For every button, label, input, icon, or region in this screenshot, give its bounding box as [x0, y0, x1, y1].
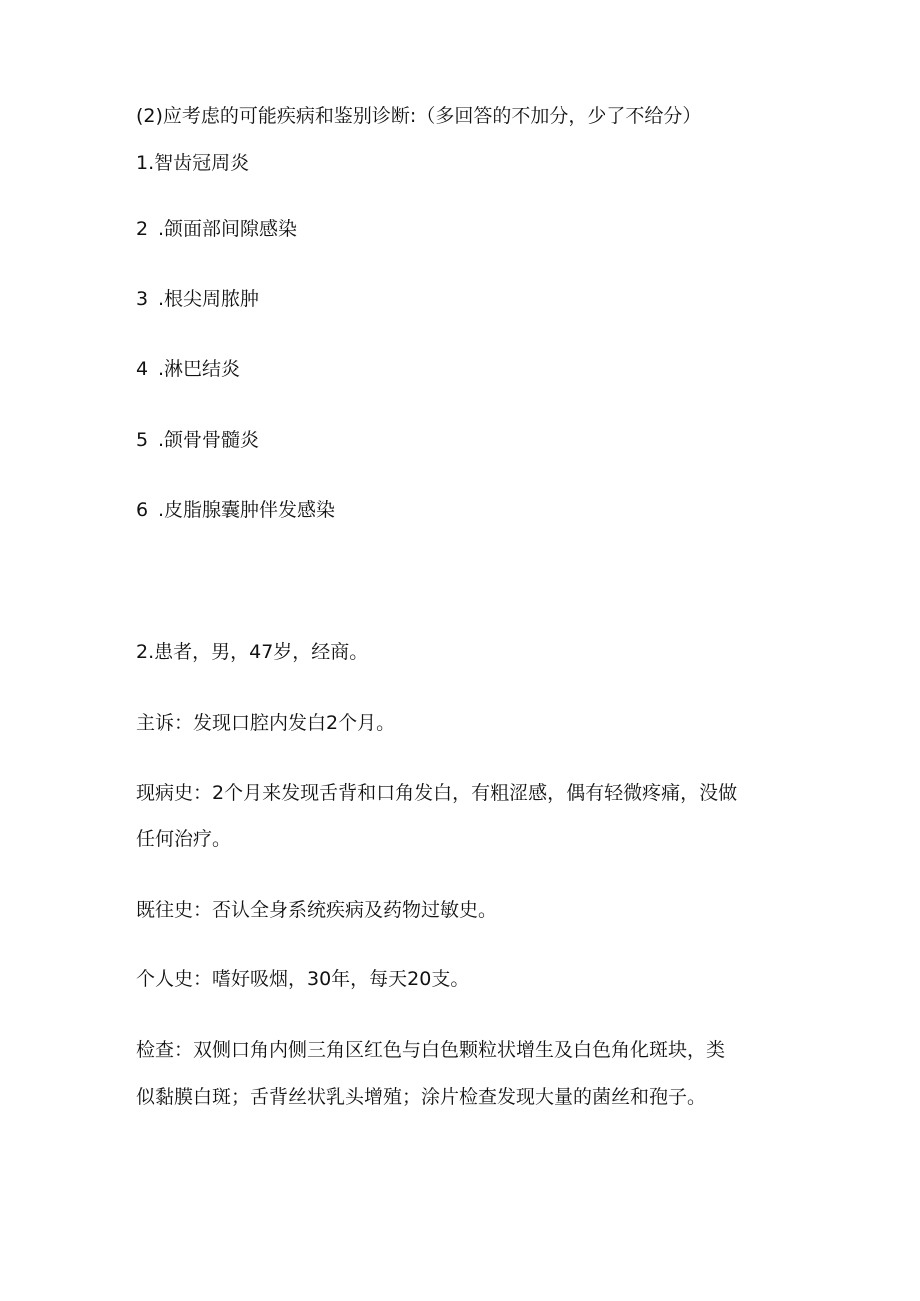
- case-intro: 2.患者，男，47岁，经商。: [136, 641, 369, 663]
- past-history: 既往史：否认全身系统疾病及药物过敏史。: [136, 899, 498, 921]
- diagnosis-heading: (2)应考虑的可能疾病和鉴别诊断:（多回答的不加分，少了不给分）: [136, 105, 702, 127]
- present-illness-line-1: 现病史：2个月来发现舌背和口角发白，有粗涩感，偶有轻微疼痛，没做: [136, 782, 738, 804]
- present-illness-line-2: 任何治疗。: [136, 828, 232, 850]
- item-text: 智齿冠周炎: [154, 152, 250, 174]
- item-number: 4: [136, 358, 149, 380]
- diagnosis-item-3: [136, 287, 259, 311]
- examination-line-2: 似黏膜白斑；舌背丝状乳头增殖；涂片检查发现大量的菌丝和孢子。: [136, 1086, 707, 1108]
- diagnosis-item-1: [136, 151, 249, 175]
- diagnosis-item-6: [136, 498, 335, 522]
- item-text: .颌骨骨髓炎: [158, 429, 260, 451]
- examination-line-1: 检查：双侧口角内侧三角区红色与白色颗粒状增生及白色角化斑块，类: [136, 1039, 726, 1061]
- diagnosis-item-2: [136, 217, 297, 241]
- item-number: 1.: [136, 152, 155, 174]
- item-text: .根尖周脓肿: [158, 288, 260, 310]
- item-number: 2: [136, 218, 149, 240]
- personal-history: 个人史：嗜好吸烟，30年，每天20支。: [136, 968, 470, 990]
- item-number: 5: [136, 429, 149, 451]
- item-text: .皮脂腺囊肿伴发感染: [158, 499, 336, 521]
- item-text: .颌面部间隙感染: [158, 218, 298, 240]
- diagnosis-item-5: [136, 428, 259, 452]
- diagnosis-item-4: [136, 357, 240, 381]
- chief-complaint: 主诉：发现口腔内发白2个月。: [136, 712, 396, 734]
- item-text: .淋巴结炎: [158, 358, 241, 380]
- item-number: 3: [136, 288, 149, 310]
- item-number: 6: [136, 499, 149, 521]
